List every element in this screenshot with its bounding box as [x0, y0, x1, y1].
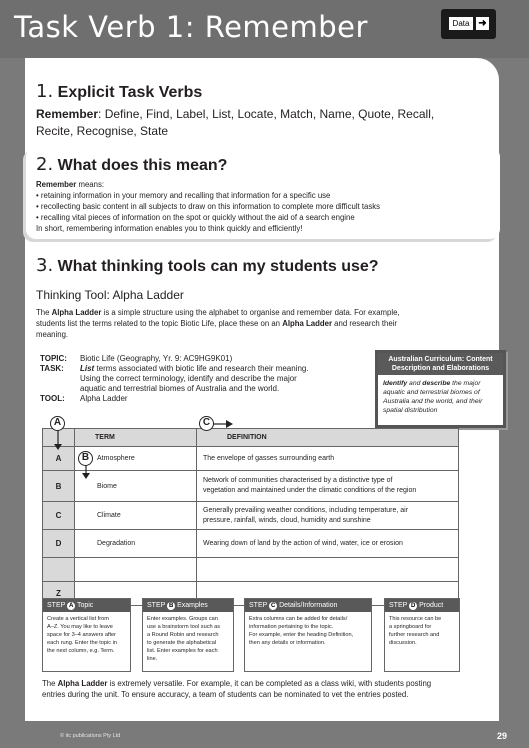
table-row: [43, 530, 459, 558]
task-label: TASK:: [40, 364, 64, 373]
def-line: Generally prevailing weather conditions, including temperature, air: [203, 506, 409, 514]
section3-title: What thinking tools can my students use?: [57, 258, 379, 275]
verbs-line1: : Define, Find, Label, List, Locate, Match, Name, Quote, Recall,: [98, 107, 435, 121]
step-d-title: Product: [419, 602, 444, 609]
table-row: [43, 447, 459, 471]
curriculum-heading: [378, 353, 503, 375]
task-line3: aquatic and terrestrial biomes of Australia and the world.: [80, 384, 280, 393]
step-line: Create a vertical list from: [47, 616, 109, 622]
step-line: further research and: [389, 632, 440, 638]
step-line: use a brainstorm tool such as: [147, 624, 221, 630]
step-line: For example, enter the heading Definition,: [249, 632, 354, 638]
closing-1a: The: [42, 679, 58, 688]
tool-label: TOOL:: [40, 394, 65, 403]
step-c-box: [244, 598, 372, 672]
cur-b1: Identify: [383, 380, 408, 387]
section2-body: [36, 179, 496, 234]
step-line: This resource can be: [389, 616, 442, 622]
marker-c: C: [199, 416, 214, 431]
row-letter: C: [43, 502, 75, 530]
task-line1: terms associated with biotic life and research their meaning.: [94, 364, 309, 373]
step-c-title: Details/Information: [279, 602, 338, 609]
row-letter: B: [43, 471, 75, 502]
topic-value: Biotic Life (Geography, Yr. 9: AC9HG9K01): [80, 354, 233, 363]
cur-t2: the major: [450, 380, 481, 387]
row-letter: Z: [43, 582, 75, 606]
curriculum-heading-1: Australian Curriculum: Content: [388, 356, 493, 363]
step-d-body: [385, 612, 459, 650]
step-line: A–Z. You may like to leave: [47, 624, 113, 630]
def-line: The envelope of gasses surrounding earth: [203, 454, 335, 462]
data-button[interactable]: [441, 9, 496, 39]
desc-1c: is a simple structure using the alphabet to organise and remember data. For example,: [101, 308, 400, 317]
step-c-badge: C: [270, 603, 276, 609]
step-line: line.: [147, 656, 158, 662]
cur-line2: aquatic and terrestrial biomes of: [383, 389, 480, 396]
desc-3: meaning.: [36, 330, 69, 339]
step-c-body: [245, 612, 371, 650]
bullet-2: • recollecting basic content in all subjects to draw on this information to complete more difficult tasks: [36, 202, 381, 211]
step-line: each rung. Enter the topic in: [47, 640, 117, 646]
step-c-word: STEP: [249, 602, 268, 609]
arrow-right-icon: ➜: [476, 17, 489, 30]
row-term: Atmosphere: [75, 447, 197, 471]
closing-1b: Alpha Ladder: [57, 679, 108, 688]
section1-verbs: [36, 106, 496, 140]
step-line: space for 3–4 answers after: [47, 632, 117, 638]
def-line: Network of communities characterised by a distinctive type of: [203, 477, 393, 484]
arrow-down-icon: [54, 430, 62, 450]
topic-label: TOPIC:: [40, 354, 67, 363]
task-block: [40, 354, 309, 404]
row-definition: [197, 447, 459, 471]
closing-2: entries during the unit. To ensure accuracy, a team of students can be nominated to vet the entries posted.: [42, 690, 409, 699]
verbs-line2: Recite, Recognise, State: [36, 124, 169, 138]
table-header-row: [43, 429, 459, 447]
step-a-title: Topic: [76, 602, 94, 609]
step-d-header: [385, 599, 459, 612]
marker-a: A: [50, 416, 65, 431]
desc-2c: and research their: [332, 319, 398, 328]
row-definition: [197, 530, 459, 558]
row-term: Climate: [75, 502, 197, 530]
step-d-badge: D: [410, 603, 416, 609]
step-line: then any details or information.: [249, 640, 326, 646]
remember-label: Remember: [36, 107, 99, 121]
header-definition: DEFINITION: [197, 429, 459, 447]
tool-title: Thinking Tool: Alpha Ladder: [36, 288, 184, 302]
page-number: 29: [497, 731, 508, 741]
step-d-word: STEP: [389, 602, 408, 609]
section2-heading: [36, 154, 227, 175]
desc-2b: Alpha Ladder: [282, 319, 333, 328]
row-term: Biome: [75, 471, 197, 502]
curriculum-box: [375, 350, 506, 428]
step-a-box: [42, 598, 131, 672]
section1-heading: [36, 81, 202, 102]
step-line: list. Enter examples for each: [147, 648, 218, 654]
footer-copyright: © itc publications Pty Ltd: [60, 733, 121, 739]
row-letter: A: [43, 447, 75, 471]
step-c-header: [245, 599, 371, 612]
step-line: to generate the alphabetical: [147, 640, 217, 646]
step-a-body: [43, 612, 130, 658]
section2-intro: [36, 179, 496, 190]
curriculum-heading-2: Description and Elaborations: [391, 365, 490, 372]
step-line: a springboard for: [389, 624, 432, 630]
section1-title: Explicit Task Verbs: [57, 84, 203, 101]
step-line: information pertaining to the topic.: [249, 624, 334, 630]
row-letter: [43, 558, 75, 582]
page-header: [0, 0, 529, 58]
step-d-box: [384, 598, 460, 672]
page-title: Task Verb 1: Remember: [14, 10, 368, 44]
section2-summary: In short, remembering information enables you to think quickly and efficiently!: [36, 224, 303, 233]
tool-value: Alpha Ladder: [80, 394, 128, 403]
def-line: Wearing down of land by the action of wind, water, ice or erosion: [203, 539, 403, 547]
row-term: [75, 558, 197, 582]
arrow-down-icon: [82, 465, 90, 479]
marker-b: B: [78, 451, 93, 466]
cur-b2: describe: [422, 380, 451, 387]
closing-1c: is extremely versatile. For example, it can be completed as a class wiki, with students posting: [107, 679, 432, 688]
step-line: Enter examples. Groups can: [147, 616, 218, 622]
section2-title: What does this mean?: [57, 157, 228, 174]
desc-1b: Alpha Ladder: [51, 308, 102, 317]
step-b-box: [142, 598, 234, 672]
step-a-word: STEP: [47, 602, 66, 609]
header-term: TERM: [75, 429, 197, 447]
arrow-right-icon: [213, 420, 233, 428]
row-term: Degradation: [75, 530, 197, 558]
task-verb: List: [80, 364, 95, 373]
curriculum-body: [378, 375, 503, 419]
step-line: Extra columns can be added for details/: [249, 616, 348, 622]
step-b-body: [143, 612, 233, 666]
step-b-title: Examples: [177, 602, 208, 609]
row-letter: D: [43, 530, 75, 558]
cur-line3: Australia and the world, and their: [383, 398, 483, 405]
section2-intro-rest: means:: [76, 180, 105, 189]
step-a-badge: A: [68, 603, 74, 609]
step-b-badge: B: [168, 603, 174, 609]
def-line: pressure, rainfall, winds, cloud, humidity and sunshine: [203, 516, 371, 524]
def-line: vegetation and maintained under the climatic conditions of the region: [203, 487, 417, 494]
section3-heading: [36, 255, 379, 276]
table-row: [43, 502, 459, 530]
row-definition: [197, 558, 459, 582]
table-row: [43, 558, 459, 582]
closing-paragraph: [42, 678, 492, 700]
desc-2a: students list the terms related to the topic Biotic Life, place these on an: [36, 319, 283, 328]
step-a-header: [43, 599, 130, 612]
step-b-header: [143, 599, 233, 612]
bullet-1: • retaining information in your memory and recalling that information for a specific use: [36, 191, 331, 200]
step-line: a Round Robin and research: [147, 632, 219, 638]
cur-t1: and: [407, 380, 423, 387]
desc-1a: The: [36, 308, 52, 317]
row-definition: [197, 471, 459, 502]
bullet-3: • recalling vital pieces of information on the spot or quickly without the aid of a search engine: [36, 213, 355, 222]
alpha-ladder-table: [42, 428, 459, 606]
cur-line4: spatial distribution: [383, 407, 438, 414]
section3-number: 3.: [36, 255, 54, 276]
data-button-label: Data: [449, 17, 473, 30]
step-line: discussion.: [389, 640, 417, 646]
section2-intro-bold: Remember: [36, 180, 77, 189]
step-b-word: STEP: [147, 602, 166, 609]
section1-number: 1.: [36, 81, 54, 102]
table-row: [43, 471, 459, 502]
tool-description: [36, 307, 496, 340]
section2-number: 2.: [36, 154, 54, 175]
task-line2: Using the correct terminology, identify and describe the major: [80, 374, 297, 383]
step-line: the next column, e.g. Term.: [47, 648, 115, 654]
row-definition: [197, 502, 459, 530]
